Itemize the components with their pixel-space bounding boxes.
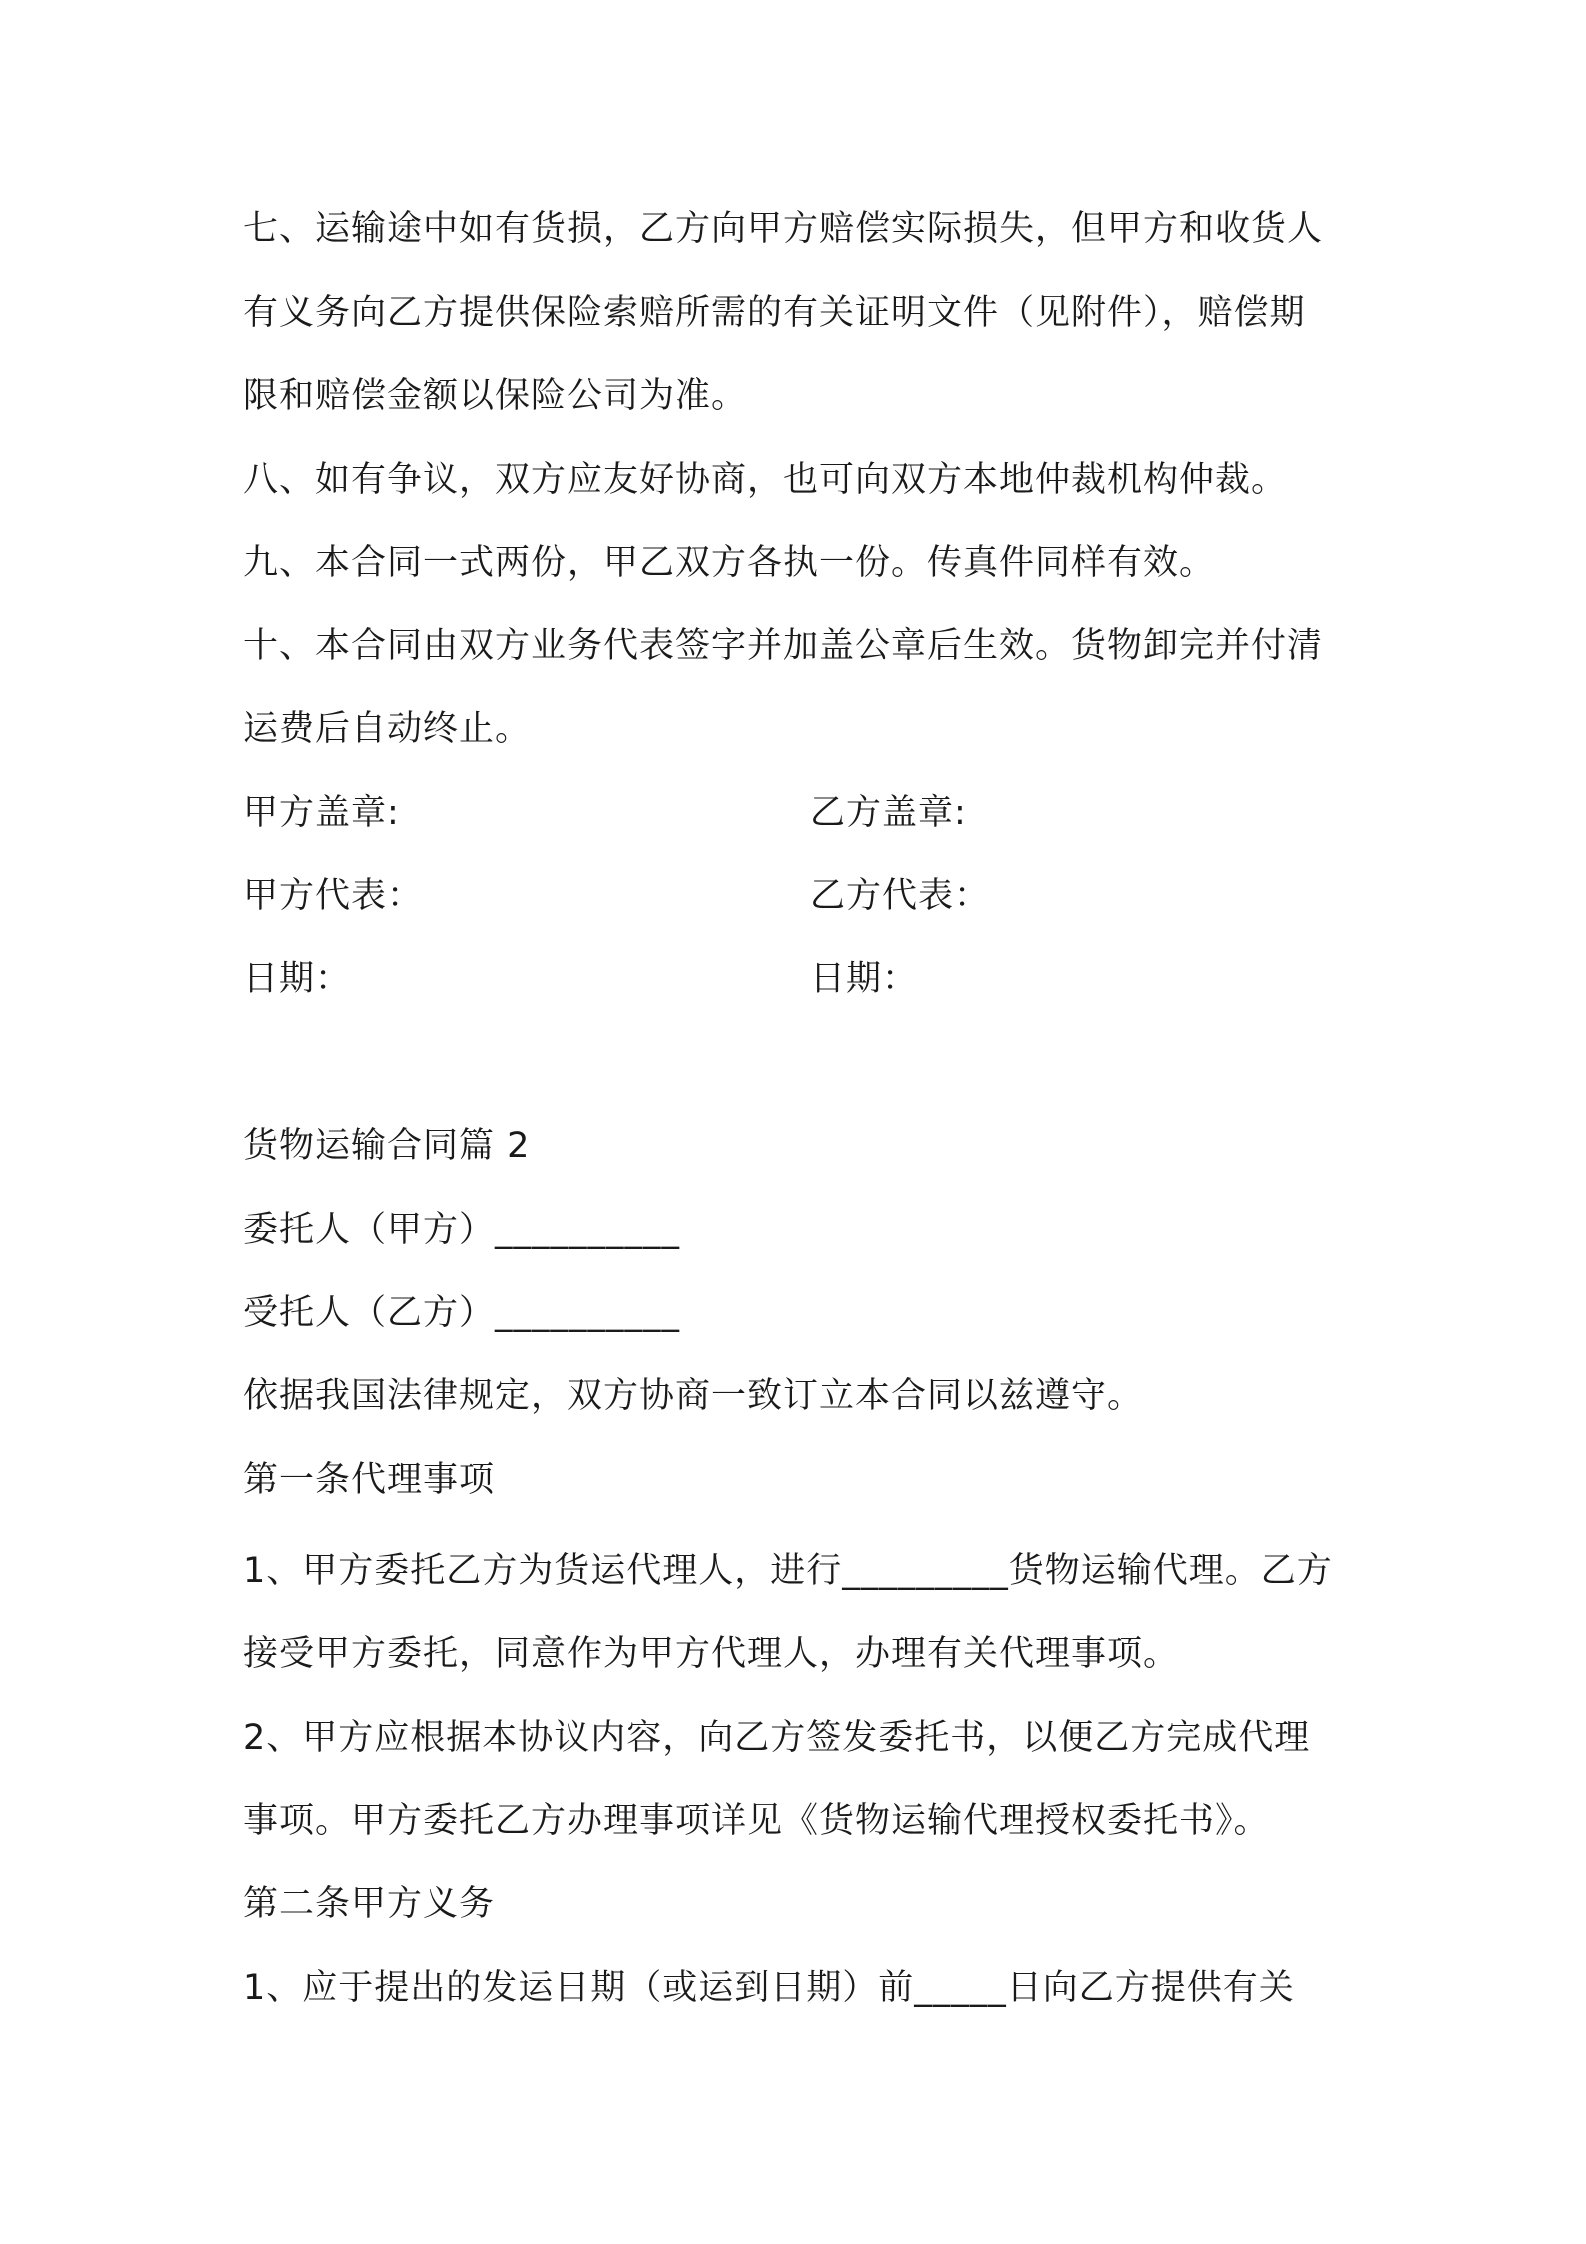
principal-line: 委托人（甲方）__________	[243, 1210, 681, 1250]
article-2-item-1-line-1: 1、应于提出的发运日期（或运到日期）前_____日向乙方提供有关	[243, 1968, 1295, 2008]
party-b-seal-label: 乙方盖章:	[810, 793, 967, 833]
preamble: 依据我国法律规定，双方协商一致订立本合同以兹遵守。	[243, 1376, 1144, 1416]
party-b-date-label: 日期：	[810, 959, 919, 999]
clause-9: 九、本合同一式两份，甲乙双方各执一份。传真件同样有效。	[243, 543, 1216, 583]
clause-10-line-2: 运费后自动终止。	[243, 709, 532, 749]
article-1-item-2-line-2: 事项。甲方委托乙方办理事项详见《货物运输代理授权委托书》。	[243, 1801, 1270, 1841]
party-a-seal-label: 甲方盖章:	[243, 793, 400, 833]
agent-line: 受托人（乙方）__________	[243, 1293, 681, 1333]
clause-7-line-2: 有义务向乙方提供保险索赔所需的有关证明文件（见附件），赔偿期	[243, 293, 1306, 333]
clause-10-line-1: 十、本合同由双方业务代表签字并加盖公章后生效。货物卸完并付清	[243, 626, 1324, 666]
article-1-item-1-line-1: 1、甲方委托乙方为货运代理人，进行_________货物运输代理。乙方	[243, 1551, 1333, 1591]
clause-7-line-1: 七、运输途中如有货损，乙方向甲方赔偿实际损失，但甲方和收货人	[243, 209, 1324, 249]
article-1-title: 第一条代理事项	[243, 1460, 496, 1500]
contract-2-title: 货物运输合同篇 2	[243, 1126, 531, 1166]
clause-7-line-3: 限和赔偿金额以保险公司为准。	[243, 376, 748, 416]
party-b-representative-label: 乙方代表：	[810, 876, 991, 916]
article-1-item-2-line-1: 2、甲方应根据本协议内容，向乙方签发委托书，以便乙方完成代理	[243, 1718, 1311, 1758]
party-a-representative-label: 甲方代表：	[243, 876, 424, 916]
party-a-date-label: 日期：	[243, 959, 352, 999]
article-2-title: 第二条甲方义务	[243, 1884, 496, 1924]
clause-8: 八、如有争议，双方应友好协商，也可向双方本地仲裁机构仲裁。	[243, 460, 1288, 500]
article-1-item-1-line-2: 接受甲方委托，同意作为甲方代理人，办理有关代理事项。	[243, 1634, 1180, 1674]
